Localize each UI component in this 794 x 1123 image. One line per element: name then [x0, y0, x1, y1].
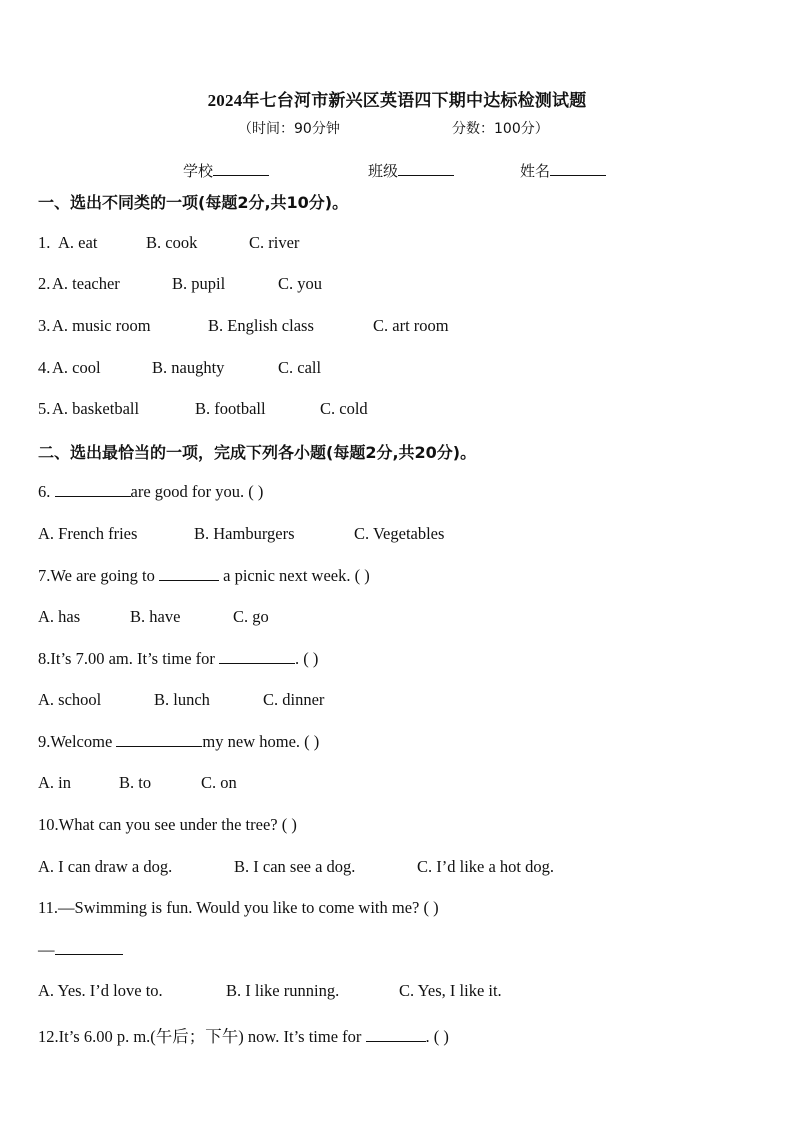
stem-prefix: 6. — [38, 482, 55, 501]
exam-title: 2024年七台河市新兴区英语四下期中达标检测试题 — [207, 91, 587, 110]
question-number: 4. — [38, 358, 51, 377]
option-c: C. cold — [320, 399, 368, 418]
option-b: B. English class — [208, 316, 314, 335]
option-c: C. Yes, I like it. — [399, 981, 502, 1000]
stem-suffix: . ( ) — [425, 1027, 449, 1046]
question-stem — [38, 566, 370, 586]
stem-prefix: 7.We are going to — [38, 566, 160, 585]
question-stem — [38, 482, 263, 502]
exam-score: 分数：100分） — [452, 121, 549, 137]
question-stem — [38, 732, 319, 752]
class-blank — [398, 161, 454, 176]
option-c: C. on — [201, 773, 237, 792]
question-number: 3. — [38, 316, 51, 335]
option-b: B. Hamburgers — [194, 524, 295, 543]
option-a: A. has — [38, 607, 81, 626]
option-c: C. I’d like a hot dog. — [417, 857, 555, 876]
question-number: 1. — [38, 233, 51, 252]
question-stem — [38, 1023, 449, 1047]
answer-line — [38, 940, 123, 960]
stem-suffix: a picnic next week. ( ) — [219, 566, 370, 585]
name-label: 姓名 — [520, 162, 551, 180]
question-number: 2. — [38, 274, 51, 293]
answer-blank — [55, 940, 123, 955]
stem-suffix: are good for you. ( ) — [130, 482, 264, 501]
section-1-heading: 一、选出不同类的一项(每题2分,共10分)。 — [38, 193, 349, 212]
option-a: A. French fries — [38, 524, 138, 543]
option-b: B. to — [119, 773, 152, 792]
option-a: A. music room — [52, 316, 151, 335]
option-c: C. river — [249, 233, 300, 252]
name-field — [520, 160, 606, 181]
option-c: C. go — [233, 607, 269, 626]
option-a: A. eat — [58, 233, 98, 252]
option-a: A. cool — [52, 358, 101, 377]
school-field — [183, 160, 269, 181]
question-number: 5. — [38, 399, 51, 418]
school-label: 学校 — [183, 162, 214, 180]
option-b: B. lunch — [154, 690, 210, 709]
option-c: C. you — [278, 274, 323, 293]
stem-prefix: 8.It’s 7.00 am. It’s time for — [38, 649, 220, 668]
option-b: B. cook — [146, 233, 198, 252]
question-stem: 10.What can you see under the tree? ( ) — [38, 815, 297, 834]
answer-blank — [116, 732, 202, 747]
option-a: A. school — [38, 690, 102, 709]
school-blank — [213, 161, 269, 176]
option-a: A. teacher — [52, 274, 120, 293]
exam-time: （时间：90分钟 — [238, 121, 340, 137]
dash: — — [38, 940, 55, 959]
option-b: B. pupil — [172, 274, 226, 293]
option-b: B. I can see a dog. — [234, 857, 356, 876]
question-stem: 11.—Swimming is fun. Would you like to come with me? ( ) — [38, 898, 439, 917]
option-b: B. naughty — [152, 358, 225, 377]
answer-blank — [366, 1027, 426, 1042]
option-b: B. I like running. — [226, 981, 340, 1000]
option-c: C. art room — [373, 316, 449, 335]
option-c: C. Vegetables — [354, 524, 445, 543]
stem-prefix: 9.Welcome — [38, 732, 117, 751]
option-a: A. Yes. I’d love to. — [38, 981, 163, 1000]
stem-suffix: . ( ) — [295, 649, 319, 668]
stem-prefix: 12.It’s 6.00 p. m.(午后；下午) now. It’s time for — [38, 1027, 366, 1046]
answer-blank — [55, 482, 131, 497]
option-c: C. call — [278, 358, 322, 377]
class-field — [368, 160, 454, 181]
section-2-heading: 二、选出最恰当的一项，完成下列各小题(每题2分,共20分)。 — [38, 443, 477, 462]
option-b: B. football — [195, 399, 266, 418]
class-label: 班级 — [368, 162, 399, 180]
option-a: A. basketball — [52, 399, 140, 418]
answer-blank — [159, 566, 219, 581]
option-a: A. I can draw a dog. — [38, 857, 173, 876]
option-b: B. have — [130, 607, 181, 626]
name-blank — [550, 161, 606, 176]
option-c: C. dinner — [263, 690, 325, 709]
answer-blank — [219, 649, 295, 664]
question-stem — [38, 649, 318, 669]
option-a: A. in — [38, 773, 71, 792]
stem-suffix: my new home. ( ) — [202, 732, 320, 751]
